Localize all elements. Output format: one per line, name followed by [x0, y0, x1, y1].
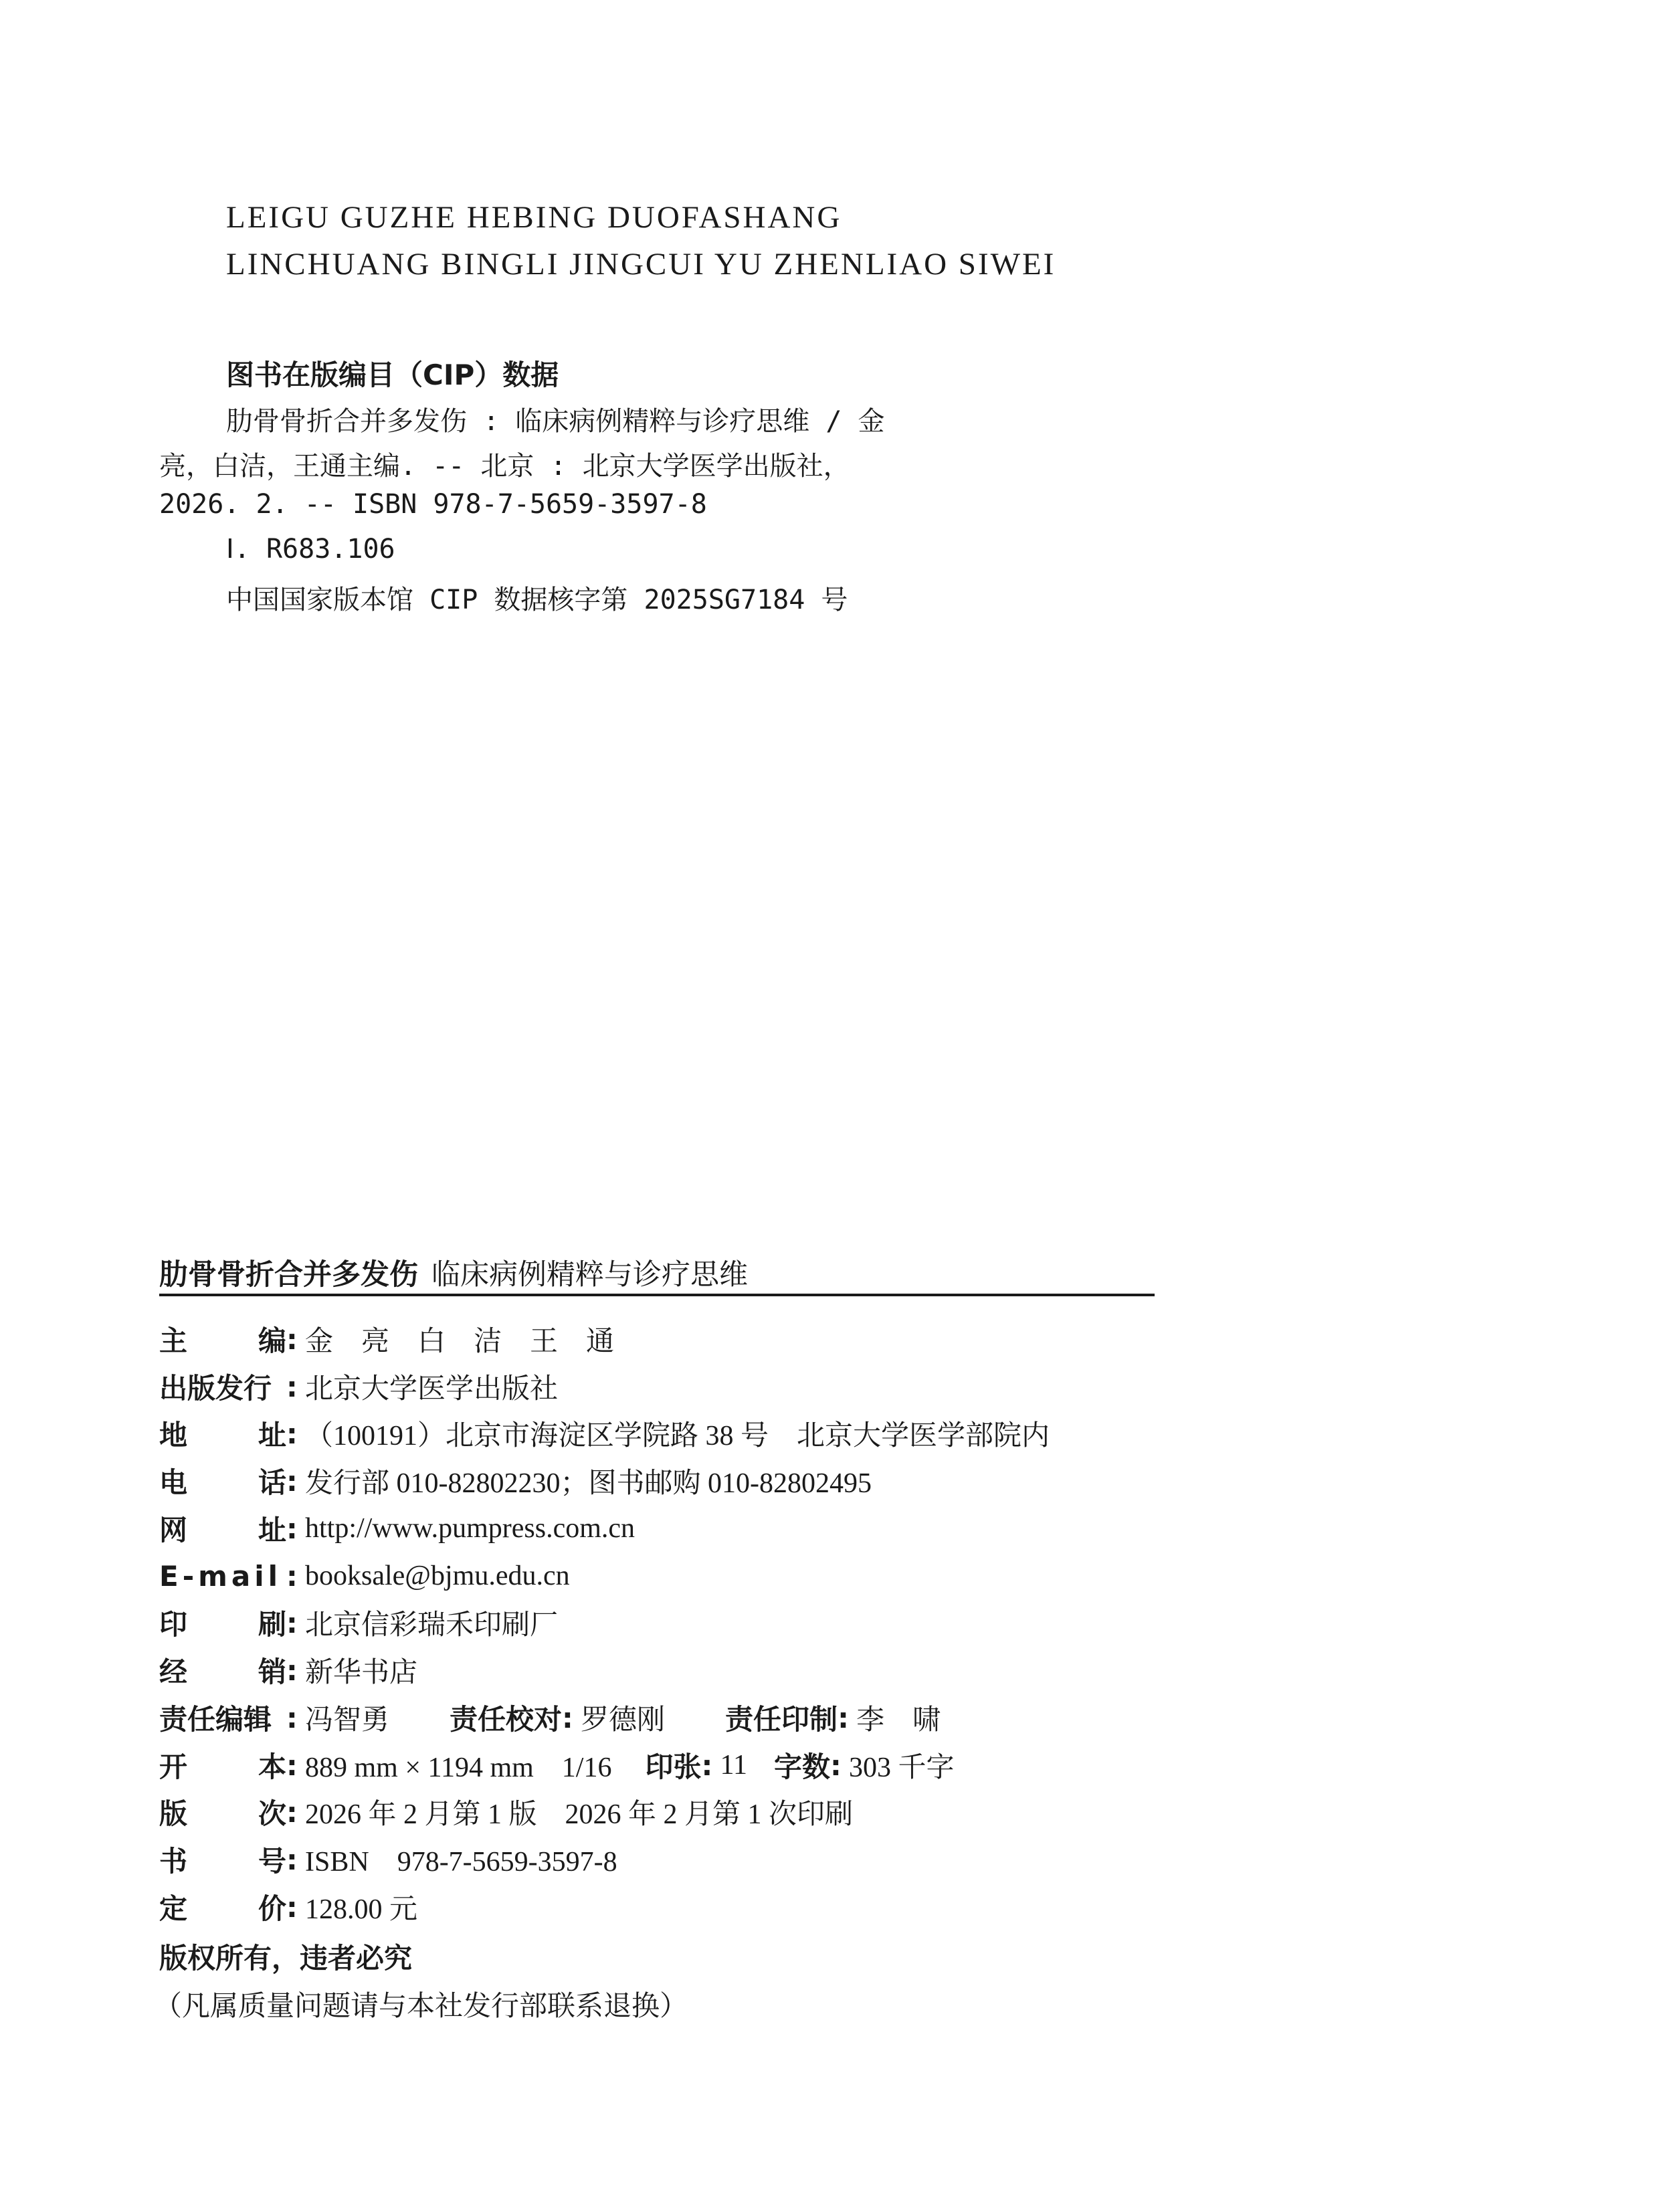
info-row-format: 开 本 : 889 mm × 1194 mm 1/16 印张 : 11 字数 : 303 千字 — [159, 1745, 954, 1785]
title-divider — [159, 1294, 1155, 1296]
info-label: 版 次 — [159, 1797, 286, 1830]
info-value: 金 亮 白 洁 王 通 — [305, 1326, 615, 1357]
info-label: 定 价 — [159, 1892, 286, 1925]
info-value: 11 — [720, 1750, 747, 1781]
info-value: 303 千字 — [848, 1752, 955, 1783]
info-label: 地 址 — [159, 1419, 286, 1451]
cip-line-2: 亮，白洁，王通主编. -- 北京 : 北京大学医学出版社， — [159, 451, 850, 482]
info-value: 罗德刚 — [581, 1705, 666, 1736]
copyright-notice: 版权所有，违者必究 — [159, 1942, 413, 1975]
cip-line-4: Ⅰ. R683.106 — [226, 534, 395, 565]
info-row-website: 网 址 : http://www.pumpress.com.cn — [159, 1508, 635, 1548]
info-label: 责任印制 — [725, 1703, 838, 1736]
info-label: 责任校对 — [450, 1703, 563, 1736]
info-value: 发行部 010-82802230；图书邮购 010-82802495 — [305, 1468, 872, 1499]
book-title-main: 肋骨骨折合并多发伤 — [159, 1258, 418, 1292]
info-row-edition: 版 次 : 2026 年 2 月第 1 版 2026 年 2 月第 1 次印刷 — [159, 1792, 853, 1832]
info-row-printer: 印 刷 : 北京信彩瑞禾印刷厂 — [159, 1603, 558, 1643]
info-label: 主 编 — [159, 1324, 286, 1357]
cip-line-3: 2026. 2. -- ISBN 978-7-5659-3597-8 — [159, 489, 707, 520]
info-value: 李 啸 — [856, 1705, 941, 1736]
info-row-editor: 主 编 : 金 亮 白 洁 王 通 — [159, 1319, 614, 1359]
info-value: 2026 年 2 月第 1 版 2026 年 2 月第 1 次印刷 — [305, 1799, 854, 1830]
info-row-address: 地 址 : （100191）北京市海淀区学院路 38 号 北京大学医学部院内 — [159, 1413, 1050, 1453]
pinyin-title-line-2: LINCHUANG BINGLI JINGCUI YU ZHENLIAO SIWEI — [226, 247, 1056, 282]
return-note: （凡属质量问题请与本社发行部联系退换） — [154, 1991, 688, 2022]
info-label: 出版发行 — [159, 1372, 272, 1405]
cip-line-1: 肋骨骨折合并多发伤 : 临床病例精粹与诊疗思维 / 金 — [226, 406, 885, 437]
info-value: 北京大学医学出版社 — [305, 1374, 559, 1405]
info-row-isbn: 书 号 : ISBN 978-7-5659-3597-8 — [159, 1839, 617, 1880]
info-row-phone: 电 话 : 发行部 010-82802230；图书邮购 010-82802495 — [159, 1461, 872, 1501]
info-label: 字数 — [773, 1750, 830, 1783]
info-value: 128.00 元 — [305, 1894, 418, 1925]
book-title — [159, 1252, 748, 1293]
website-link[interactable]: http://www.pumpress.com.cn — [305, 1513, 636, 1544]
info-row-distributor: 经 销 : 新华书店 — [159, 1650, 417, 1690]
info-value: （100191）北京市海淀区学院路 38 号 北京大学医学部院内 — [305, 1421, 1050, 1451]
info-label: 电 话 — [159, 1466, 286, 1499]
info-row-email: E-mail : booksale@bjmu.edu.cn — [159, 1559, 570, 1593]
pinyin-title-line-1: LEIGU GUZHE HEBING DUOFASHANG — [226, 200, 842, 235]
email-link[interactable]: booksale@bjmu.edu.cn — [305, 1561, 570, 1591]
info-label: 书 号 — [159, 1845, 286, 1878]
info-label: 网 址 — [159, 1514, 286, 1546]
info-value: ISBN 978-7-5659-3597-8 — [305, 1847, 617, 1878]
info-label: E-mail — [159, 1559, 282, 1593]
info-value: 冯智勇 — [305, 1705, 390, 1736]
info-label: 责任编辑 — [159, 1703, 272, 1736]
info-row-price: 定 价 : 128.00 元 — [159, 1887, 417, 1927]
info-value: 889 mm × 1194 mm 1/16 — [305, 1752, 612, 1783]
info-label: 开 本 — [159, 1750, 286, 1783]
info-label: 经 销 — [159, 1655, 286, 1688]
info-row-staff: 责任编辑 : 冯智勇 责任校对 : 罗德刚 责任印制 : 李 啸 — [159, 1698, 941, 1738]
book-title-sub: 临床病例精粹与诊疗思维 — [431, 1258, 748, 1292]
cip-heading: 图书在版编目（CIP）数据 — [226, 359, 559, 391]
info-row-publisher: 出版发行 : 北京大学医学出版社 — [159, 1367, 558, 1407]
info-label: 印张 — [645, 1750, 702, 1783]
info-label: 印 刷 — [159, 1608, 286, 1641]
info-value: 新华书店 — [305, 1657, 418, 1688]
cip-line-5: 中国国家版本馆 CIP 数据核字第 2025SG7184 号 — [226, 585, 848, 615]
info-value: 北京信彩瑞禾印刷厂 — [305, 1610, 559, 1641]
